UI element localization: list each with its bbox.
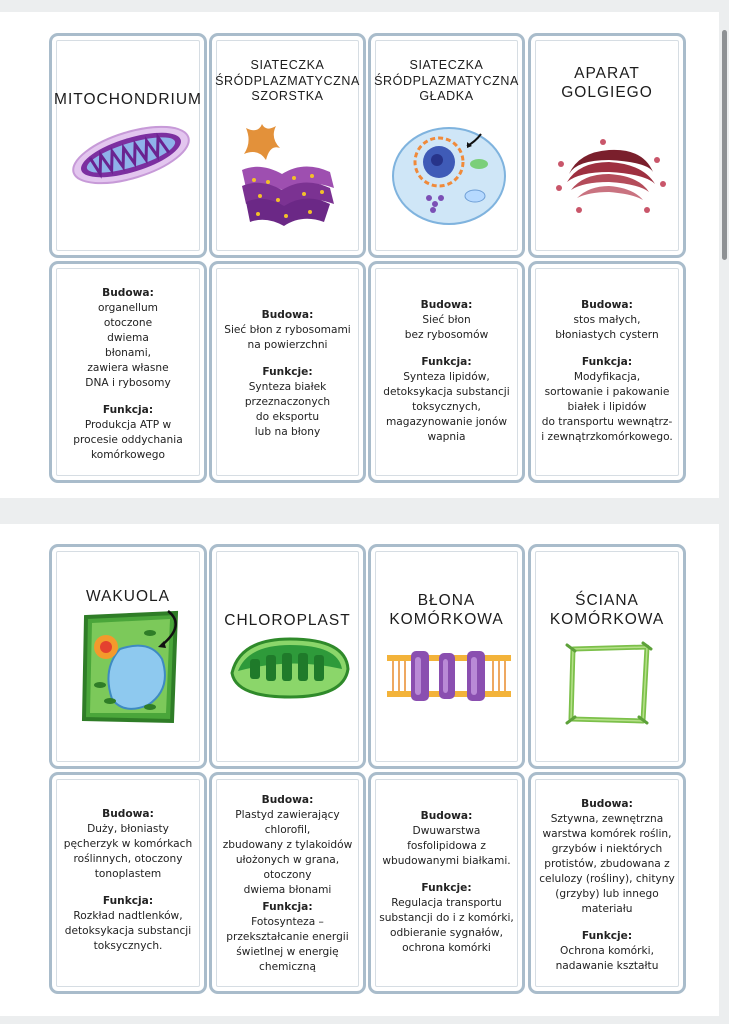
cell-membrane-illustration (387, 651, 511, 701)
card-title: ŚCIANA KOMÓRKOWA (549, 592, 665, 629)
budowa-label: Budowa: (420, 810, 473, 822)
rough-er-illustration (234, 122, 346, 230)
funkcje-label: Funkcje: (262, 366, 313, 379)
card-golgi[interactable] (528, 33, 686, 258)
budowa-label: Budowa: (420, 299, 473, 311)
funkcje-label: Funkcje: (581, 930, 633, 943)
funkcje-text: Produkcja ATP w procesie oddychania komórkowego (73, 419, 183, 462)
description (58, 286, 198, 463)
budowa-text: organellum otoczone dwiema błonami, zawiera własne DNA i rybosomy (85, 302, 171, 390)
card-chloroplast[interactable] (209, 544, 366, 769)
card-title: BŁONA KOMÓRKOWA (389, 592, 504, 629)
budowa-text: Sieć błon z rybosomami na powierzchni (224, 324, 351, 352)
card-mitochondrium[interactable] (49, 33, 207, 258)
funkcje-label: Funkcja: (262, 901, 313, 914)
funkcje-label: Funkcja: (102, 895, 154, 908)
budowa-text: stos małych, błoniastych cystern (555, 314, 659, 342)
budowa-text: Plastyd zawierający chlorofil, zbudowany z tylakoidów ułożonych w grana, otoczony dwiema błonami (222, 809, 353, 897)
card-title: SIATECZKA ŚRÓDPLAZMATYCZNA SZORSTKA (215, 58, 360, 104)
card-title: MITOCHONDRIUM (54, 91, 202, 108)
funkcje-label: Funkcja: (102, 404, 154, 417)
mitochondrion-illustration (66, 116, 196, 194)
funkcje-text: Modyfikacja, sortowanie i pakowanie białek i lipidów do transportu wewnątrz- i zewnątrzkomórkowego. (541, 371, 673, 444)
chloroplast-illustration (228, 637, 352, 699)
description (58, 807, 198, 954)
card-cell-wall[interactable] (528, 544, 686, 769)
desc-card-wakuola (49, 772, 207, 994)
description (537, 298, 677, 445)
description (377, 809, 516, 956)
funkcje-label: Funkcja: (581, 356, 633, 369)
smooth-er-cell-illustration (389, 118, 509, 228)
card-title: SIATECZKA ŚRÓDPLAZMATYCZNA GŁADKA (374, 58, 519, 104)
budowa-text: Sieć błon bez rybosomów (404, 314, 489, 342)
desc-card-smooth-er (368, 261, 525, 483)
card-cell-membrane[interactable] (368, 544, 525, 769)
desc-card-cell-wall (528, 772, 686, 994)
funkcje-text: Rozkład nadtlenków, detoksykacja substancji toksycznych. (64, 910, 192, 953)
card-title: CHLOROPLAST (224, 612, 351, 629)
funkcje-text: Synteza białek przeznaczonych do eksportu lub na błony (244, 381, 331, 439)
budowa-label: Budowa: (581, 299, 633, 311)
scrollbar-thumb[interactable] (722, 30, 727, 260)
description (218, 308, 357, 440)
card-title: APARAT GOLGIEGO (561, 65, 653, 102)
funkcje-label: Funkcje: (421, 882, 472, 895)
desc-card-chloroplast (209, 772, 366, 994)
desc-card-rough-er (209, 261, 366, 483)
cell-wall-illustration (563, 641, 655, 725)
card-title: WAKUOLA (86, 588, 170, 605)
budowa-text: Dwuwarstwa fosfolipidowa z wbudowanymi białkami. (382, 825, 511, 868)
budowa-label: Budowa: (581, 798, 633, 810)
description (537, 797, 677, 974)
card-smooth-er[interactable] (368, 33, 525, 258)
golgi-apparatus-illustration (551, 124, 669, 224)
funkcje-text: Ochrona komórki, nadawanie kształtu (555, 945, 659, 973)
description (377, 298, 516, 445)
funkcje-label: Funkcja: (421, 356, 472, 369)
budowa-label: Budowa: (261, 794, 314, 806)
budowa-label: Budowa: (102, 808, 154, 820)
desc-card-mitochondrium (49, 261, 207, 483)
card-rough-er[interactable] (209, 33, 366, 258)
funkcje-text: Regulacja transportu substancji do i z komórki, odbieranie sygnałów, ochrona komórki (379, 897, 514, 955)
funkcje-text: Fotosynteza – przekształcanie energii świetlnej w energię chemiczną (226, 916, 349, 974)
funkcje-text: Synteza lipidów, detoksykacja substancji toksycznych, magazynowanie jonów wapnia (383, 371, 510, 444)
desc-card-cell-membrane (368, 772, 525, 994)
plant-cell-vacuole-illustration (80, 609, 190, 727)
desc-card-golgi (528, 261, 686, 483)
budowa-text: Duży, błoniasty pęcherzyk w komórkach roślinnych, otoczony tonoplastem (63, 823, 193, 881)
budowa-label: Budowa: (102, 287, 154, 299)
description (218, 793, 357, 975)
budowa-label: Budowa: (261, 309, 314, 321)
card-wakuola[interactable] (49, 544, 207, 769)
budowa-text: Sztywna, zewnętrzna warstwa komórek roślin, grzybów i niektórych protistów, zbudowana z celulozy (rośliny), chityny (grzyby) lub innego materiału (539, 813, 675, 916)
